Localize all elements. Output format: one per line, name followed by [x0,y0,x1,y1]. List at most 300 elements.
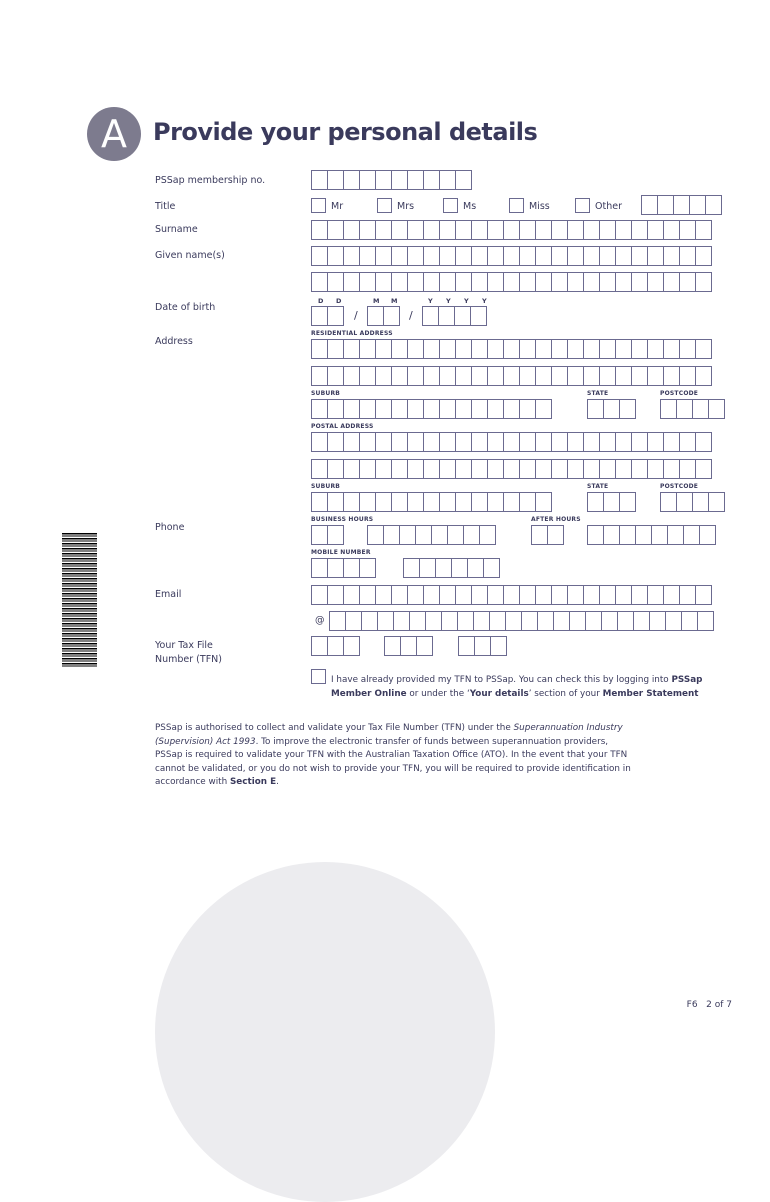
char-box[interactable] [583,272,600,292]
char-box[interactable] [375,585,392,605]
char-box[interactable] [439,492,456,512]
char-box[interactable] [359,170,376,190]
char-box[interactable] [470,306,487,326]
char-box[interactable] [311,220,328,240]
char-box[interactable] [455,272,472,292]
char-box[interactable] [377,611,394,631]
char-box[interactable] [695,246,712,266]
char-box[interactable] [311,525,328,545]
char-box[interactable] [407,432,424,452]
char-box[interactable] [400,636,417,656]
char-box[interactable] [375,170,392,190]
char-box[interactable] [359,459,376,479]
char-box[interactable] [455,220,472,240]
char-box[interactable] [641,195,658,215]
char-box[interactable] [455,432,472,452]
char-box[interactable] [665,611,682,631]
char-box[interactable] [699,525,716,545]
char-box[interactable] [327,220,344,240]
char-box[interactable] [407,459,424,479]
char-box[interactable] [375,492,392,512]
char-box[interactable] [455,170,472,190]
char-box[interactable] [471,220,488,240]
char-box[interactable] [487,246,504,266]
char-box[interactable] [647,459,664,479]
char-box[interactable] [503,492,520,512]
char-box[interactable] [503,339,520,359]
char-box[interactable] [423,432,440,452]
char-box[interactable] [327,558,344,578]
residential-address-field-1[interactable] [311,339,712,359]
char-box[interactable] [551,366,568,386]
char-box[interactable] [359,432,376,452]
char-box[interactable] [503,399,520,419]
char-box[interactable] [407,220,424,240]
char-box[interactable] [391,432,408,452]
char-box[interactable] [327,306,344,326]
char-box[interactable] [679,459,696,479]
char-box[interactable] [619,399,636,419]
title-other-field[interactable] [641,195,722,215]
char-box[interactable] [673,195,690,215]
char-box[interactable] [603,492,620,512]
char-box[interactable] [615,366,632,386]
char-box[interactable] [375,432,392,452]
char-box[interactable] [519,492,536,512]
char-box[interactable] [647,220,664,240]
char-box[interactable] [615,220,632,240]
postal-address-field-2[interactable] [311,459,712,479]
char-box[interactable] [455,459,472,479]
char-box[interactable] [519,272,536,292]
char-box[interactable] [455,492,472,512]
char-box[interactable] [617,611,634,631]
char-box[interactable] [487,432,504,452]
char-box[interactable] [391,272,408,292]
char-box[interactable] [327,459,344,479]
char-box[interactable] [407,170,424,190]
char-box[interactable] [683,525,700,545]
char-box[interactable] [407,339,424,359]
char-box[interactable] [679,432,696,452]
char-box[interactable] [439,220,456,240]
char-box[interactable] [551,220,568,240]
char-box[interactable] [407,492,424,512]
char-box[interactable] [695,220,712,240]
char-box[interactable] [359,339,376,359]
char-box[interactable] [457,611,474,631]
char-box[interactable] [311,432,328,452]
char-box[interactable] [631,246,648,266]
char-box[interactable] [367,525,384,545]
char-box[interactable] [487,492,504,512]
char-box[interactable] [487,585,504,605]
char-box[interactable] [519,339,536,359]
char-box[interactable] [663,246,680,266]
char-box[interactable] [423,170,440,190]
char-box[interactable] [343,558,360,578]
char-box[interactable] [393,611,410,631]
char-box[interactable] [519,220,536,240]
char-box[interactable] [647,339,664,359]
char-box[interactable] [708,492,725,512]
char-box[interactable] [375,399,392,419]
char-box[interactable] [439,459,456,479]
char-box[interactable] [455,366,472,386]
char-box[interactable] [599,246,616,266]
char-box[interactable] [603,399,620,419]
char-box[interactable] [423,366,440,386]
char-box[interactable] [519,432,536,452]
char-box[interactable] [471,366,488,386]
char-box[interactable] [535,246,552,266]
char-box[interactable] [471,492,488,512]
char-box[interactable] [327,525,344,545]
char-box[interactable] [553,611,570,631]
char-box[interactable] [483,558,500,578]
char-box[interactable] [359,492,376,512]
char-box[interactable] [663,220,680,240]
char-box[interactable] [551,459,568,479]
char-box[interactable] [327,170,344,190]
char-box[interactable] [521,611,538,631]
char-box[interactable] [471,399,488,419]
char-box[interactable] [391,366,408,386]
char-box[interactable] [375,220,392,240]
char-box[interactable] [359,585,376,605]
char-box[interactable] [455,585,472,605]
char-box[interactable] [311,170,328,190]
char-box[interactable] [361,611,378,631]
char-box[interactable] [583,432,600,452]
char-box[interactable] [535,272,552,292]
char-box[interactable] [663,585,680,605]
char-box[interactable] [505,611,522,631]
char-box[interactable] [471,246,488,266]
char-box[interactable] [327,366,344,386]
char-box[interactable] [631,272,648,292]
char-box[interactable] [343,585,360,605]
after-hours-area-code-field[interactable] [531,525,564,545]
char-box[interactable] [647,272,664,292]
char-box[interactable] [583,220,600,240]
char-box[interactable] [407,585,424,605]
char-box[interactable] [660,492,677,512]
char-box[interactable] [585,611,602,631]
char-box[interactable] [567,432,584,452]
char-box[interactable] [311,585,328,605]
char-box[interactable] [489,611,506,631]
char-box[interactable] [551,246,568,266]
char-box[interactable] [667,525,684,545]
char-box[interactable] [407,399,424,419]
char-box[interactable] [375,246,392,266]
char-box[interactable] [635,525,652,545]
char-box[interactable] [311,366,328,386]
char-box[interactable] [535,366,552,386]
char-box[interactable] [343,170,360,190]
tfn-field-3[interactable] [458,636,507,656]
char-box[interactable] [384,636,401,656]
char-box[interactable] [423,492,440,512]
char-box[interactable] [375,366,392,386]
char-box[interactable] [471,459,488,479]
char-box[interactable] [439,432,456,452]
char-box[interactable] [619,492,636,512]
char-box[interactable] [327,636,344,656]
char-box[interactable] [423,399,440,419]
char-box[interactable] [375,459,392,479]
char-box[interactable] [535,492,552,512]
char-box[interactable] [487,399,504,419]
char-box[interactable] [503,432,520,452]
char-box[interactable] [391,585,408,605]
char-box[interactable] [705,195,722,215]
char-box[interactable] [587,399,604,419]
char-box[interactable] [422,306,439,326]
dob-day-field[interactable] [311,306,344,326]
char-box[interactable] [327,272,344,292]
char-box[interactable] [311,492,328,512]
char-box[interactable] [583,459,600,479]
char-box[interactable] [423,246,440,266]
char-box[interactable] [583,585,600,605]
char-box[interactable] [551,272,568,292]
char-box[interactable] [615,272,632,292]
char-box[interactable] [391,399,408,419]
char-box[interactable] [487,366,504,386]
char-box[interactable] [451,558,468,578]
char-box[interactable] [535,585,552,605]
char-box[interactable] [531,525,548,545]
char-box[interactable] [651,525,668,545]
char-box[interactable] [327,492,344,512]
char-box[interactable] [599,459,616,479]
residential-state-field[interactable] [587,399,636,419]
dob-year-field[interactable] [422,306,487,326]
char-box[interactable] [439,246,456,266]
char-box[interactable] [503,585,520,605]
char-box[interactable] [567,459,584,479]
tfn-field-1[interactable] [311,636,360,656]
char-box[interactable] [447,525,464,545]
email-field-2[interactable] [329,611,714,631]
char-box[interactable] [327,246,344,266]
char-box[interactable] [439,272,456,292]
char-box[interactable] [679,366,696,386]
char-box[interactable] [631,585,648,605]
char-box[interactable] [697,611,714,631]
char-box[interactable] [471,272,488,292]
char-box[interactable] [647,585,664,605]
char-box[interactable] [679,246,696,266]
char-box[interactable] [679,272,696,292]
char-box[interactable] [599,585,616,605]
char-box[interactable] [519,246,536,266]
char-box[interactable] [695,432,712,452]
char-box[interactable] [695,366,712,386]
char-box[interactable] [473,611,490,631]
char-box[interactable] [567,272,584,292]
char-box[interactable] [423,459,440,479]
char-box[interactable] [657,195,674,215]
char-box[interactable] [689,195,706,215]
char-box[interactable] [647,246,664,266]
char-box[interactable] [343,272,360,292]
char-box[interactable] [519,585,536,605]
char-box[interactable] [551,339,568,359]
business-area-code-field[interactable] [311,525,344,545]
char-box[interactable] [503,272,520,292]
char-box[interactable] [409,611,426,631]
char-box[interactable] [633,611,650,631]
char-box[interactable] [587,492,604,512]
mobile-number-field[interactable] [403,558,500,578]
char-box[interactable] [503,366,520,386]
char-box[interactable] [503,459,520,479]
char-box[interactable] [695,585,712,605]
char-box[interactable] [343,339,360,359]
char-box[interactable] [359,246,376,266]
business-phone-field[interactable] [367,525,496,545]
char-box[interactable] [423,585,440,605]
char-box[interactable] [583,339,600,359]
char-box[interactable] [695,339,712,359]
char-box[interactable] [431,525,448,545]
char-box[interactable] [375,339,392,359]
title-other-checkbox[interactable] [575,198,590,213]
char-box[interactable] [438,306,455,326]
char-box[interactable] [311,272,328,292]
given-names-field-1[interactable] [311,246,712,266]
char-box[interactable] [327,432,344,452]
char-box[interactable] [663,366,680,386]
char-box[interactable] [679,339,696,359]
char-box[interactable] [415,525,432,545]
char-box[interactable] [391,220,408,240]
char-box[interactable] [419,558,436,578]
char-box[interactable] [343,636,360,656]
postal-state-field[interactable] [587,492,636,512]
char-box[interactable] [311,246,328,266]
postal-address-field-1[interactable] [311,432,712,452]
char-box[interactable] [441,611,458,631]
residential-postcode-field[interactable] [660,399,725,419]
char-box[interactable] [343,432,360,452]
char-box[interactable] [391,246,408,266]
char-box[interactable] [503,220,520,240]
char-box[interactable] [455,339,472,359]
tfn-field-2[interactable] [384,636,433,656]
char-box[interactable] [474,636,491,656]
char-box[interactable] [631,339,648,359]
title-mrs-checkbox[interactable] [377,198,392,213]
char-box[interactable] [601,611,618,631]
title-miss-checkbox[interactable] [509,198,524,213]
char-box[interactable] [663,339,680,359]
residential-suburb-field[interactable] [311,399,552,419]
char-box[interactable] [631,366,648,386]
char-box[interactable] [708,399,725,419]
char-box[interactable] [439,339,456,359]
char-box[interactable] [615,339,632,359]
char-box[interactable] [425,611,442,631]
char-box[interactable] [423,272,440,292]
char-box[interactable] [519,459,536,479]
char-box[interactable] [551,585,568,605]
char-box[interactable] [403,558,420,578]
char-box[interactable] [343,246,360,266]
char-box[interactable] [490,636,507,656]
postal-postcode-field[interactable] [660,492,725,512]
char-box[interactable] [603,525,620,545]
char-box[interactable] [345,611,362,631]
char-box[interactable] [676,399,693,419]
char-box[interactable] [407,366,424,386]
residential-address-field-2[interactable] [311,366,712,386]
char-box[interactable] [311,306,328,326]
postal-suburb-field[interactable] [311,492,552,512]
char-box[interactable] [695,272,712,292]
char-box[interactable] [487,459,504,479]
char-box[interactable] [679,220,696,240]
char-box[interactable] [599,272,616,292]
char-box[interactable] [454,306,471,326]
char-box[interactable] [359,399,376,419]
char-box[interactable] [619,525,636,545]
char-box[interactable] [311,339,328,359]
mobile-prefix-field[interactable] [311,558,376,578]
char-box[interactable] [327,339,344,359]
email-field-1[interactable] [311,585,712,605]
char-box[interactable] [343,220,360,240]
char-box[interactable] [487,339,504,359]
char-box[interactable] [471,585,488,605]
char-box[interactable] [359,272,376,292]
char-box[interactable] [391,339,408,359]
char-box[interactable] [583,366,600,386]
char-box[interactable] [537,611,554,631]
char-box[interactable] [458,636,475,656]
char-box[interactable] [439,399,456,419]
char-box[interactable] [535,399,552,419]
char-box[interactable] [416,636,433,656]
char-box[interactable] [535,432,552,452]
char-box[interactable] [359,366,376,386]
char-box[interactable] [327,399,344,419]
char-box[interactable] [383,306,400,326]
char-box[interactable] [587,525,604,545]
char-box[interactable] [455,246,472,266]
char-box[interactable] [535,339,552,359]
char-box[interactable] [467,558,484,578]
char-box[interactable] [599,432,616,452]
char-box[interactable] [439,585,456,605]
char-box[interactable] [423,339,440,359]
char-box[interactable] [663,432,680,452]
char-box[interactable] [399,525,416,545]
char-box[interactable] [551,432,568,452]
char-box[interactable] [681,611,698,631]
char-box[interactable] [439,170,456,190]
tfn-provided-checkbox[interactable] [311,669,326,684]
char-box[interactable] [343,366,360,386]
char-box[interactable] [311,636,328,656]
char-box[interactable] [567,246,584,266]
char-box[interactable] [479,525,496,545]
char-box[interactable] [695,459,712,479]
char-box[interactable] [647,366,664,386]
